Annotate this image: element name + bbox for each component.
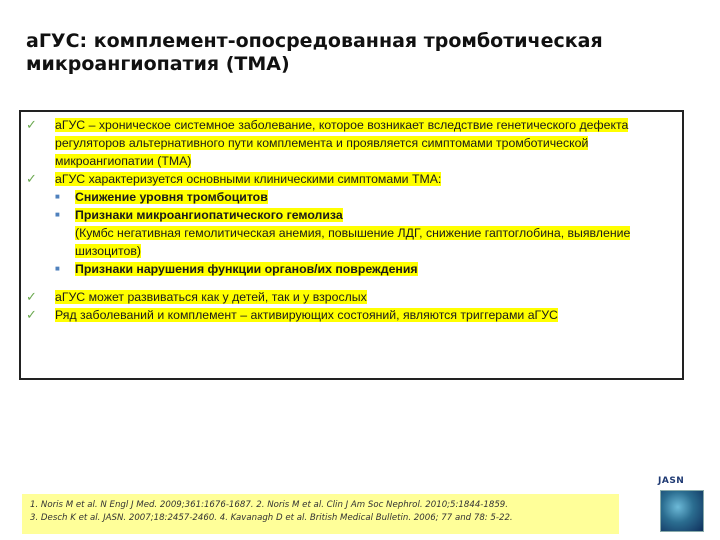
list-item	[21, 306, 682, 324]
sub-item-text: Признаки микроангиопатического гемолиза	[75, 208, 343, 222]
content-box	[19, 110, 684, 380]
square-bullet-icon: ■	[55, 192, 60, 201]
slide-title: аГУС: комплемент-опосредованная тромботическая микроангиопатия (ТМА)	[26, 30, 603, 75]
sub-item-detail: (Кумбс негативная гемолитическая анемия, повышение ЛДГ, снижение гаптоглобина, выявление шизоцитов)	[75, 226, 631, 258]
sub-item	[21, 260, 682, 278]
reference-line: 1. Noris M et al. N Engl J Med. 2009;361:1676-1687. 2. Noris M et al. Clin J Am Soc Nephrol. 2010;5:1844-1859.	[30, 500, 508, 510]
logo-text: JASN	[658, 476, 685, 486]
journal-cover-image	[660, 490, 704, 532]
checkmark-icon: ✓	[26, 171, 37, 186]
sub-item-text: Снижение уровня тромбоцитов	[75, 190, 268, 204]
checkmark-icon: ✓	[26, 117, 37, 132]
square-bullet-icon: ■	[55, 210, 60, 219]
item-text: аГУС – хроническое системное заболевание, которое возникает вследствие генетического дефекта регуляторов альтернативного пути комплемента и проявляется симптомами тромботической микроангиопатии (ТМА)	[55, 118, 629, 168]
list-item	[21, 288, 682, 306]
list-item	[21, 170, 682, 188]
item-text: Ряд заболеваний и комплемент – активирующих состояний, являются триггерами аГУС	[55, 308, 558, 322]
list-item	[21, 116, 682, 170]
checkmark-icon: ✓	[26, 289, 37, 304]
sub-item-text: Признаки нарушения функции органов/их повреждения	[75, 262, 418, 276]
item-text: аГУС может развиваться как у детей, так и у взрослых	[55, 290, 367, 304]
journal-logo	[652, 474, 712, 534]
square-bullet-icon: ■	[55, 264, 60, 273]
checkmark-icon: ✓	[26, 307, 37, 322]
item-text: аГУС характеризуется основными клиническими симптомами ТМА:	[55, 172, 442, 186]
reference-line: 3. Desch K et al. JASN. 2007;18:2457-2460. 4. Kavanagh D et al. British Medical Bulletin. 2006; 77 and 78: 5-22.	[30, 513, 513, 523]
sub-item	[21, 206, 682, 260]
references-footer	[22, 494, 619, 534]
sub-item	[21, 188, 682, 206]
